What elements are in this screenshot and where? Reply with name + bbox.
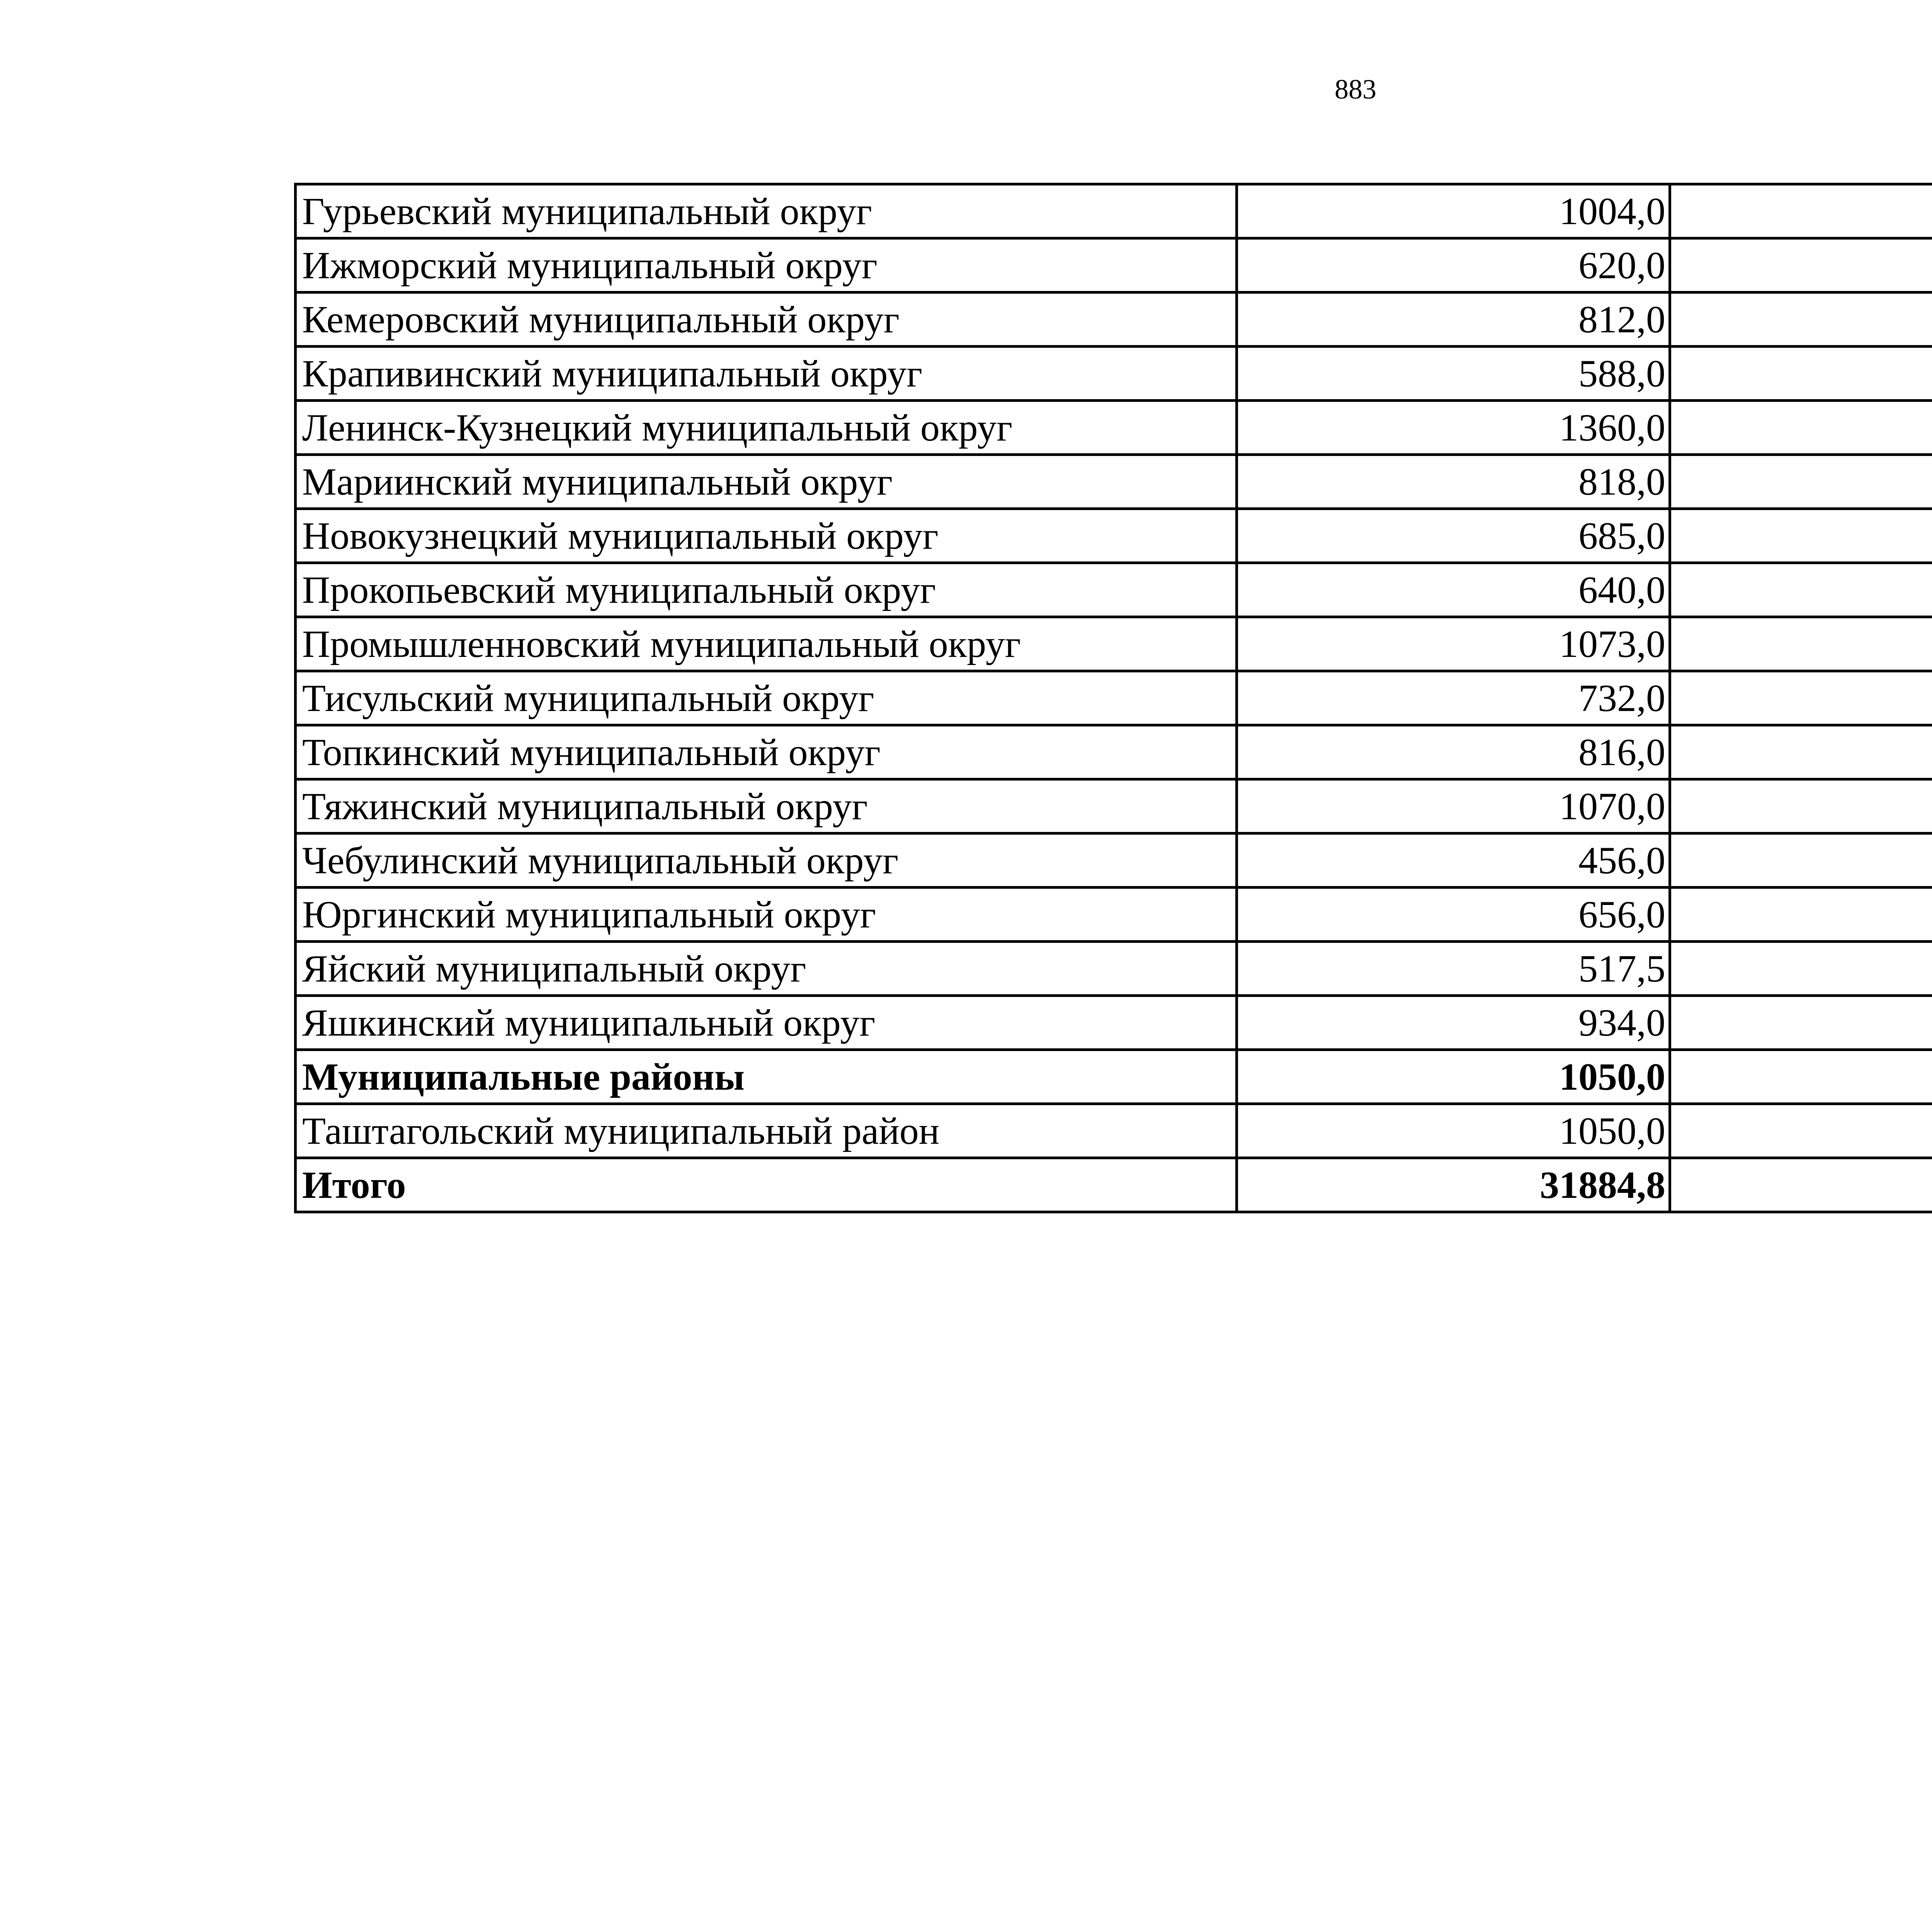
value-cell-2	[1670, 1050, 1932, 1104]
value-cell-2	[1670, 401, 1932, 455]
value-cell-1: 1070,0	[1237, 779, 1670, 833]
value-cell-2	[1670, 509, 1932, 563]
municipality-name-cell: Яшкинский муниципальный округ	[296, 996, 1237, 1050]
value-cell-2	[1670, 238, 1932, 293]
value-cell-2	[1670, 293, 1932, 347]
value-cell-2	[1670, 779, 1932, 833]
value-cell-2	[1670, 617, 1932, 671]
municipality-name-cell: Ленинск-Кузнецкий муниципальный округ	[296, 401, 1237, 455]
table-row	[296, 347, 1932, 401]
value-cell-1: 1050,0	[1237, 1104, 1670, 1158]
municipality-name-cell: Гурьевский муниципальный округ	[296, 184, 1237, 238]
value-cell-1: 1073,0	[1237, 617, 1670, 671]
budget-table	[294, 183, 1932, 1213]
municipality-name-cell: Тисульский муниципальный округ	[296, 671, 1237, 725]
value-cell-2	[1670, 833, 1932, 888]
table-row	[296, 833, 1932, 888]
value-cell-2	[1670, 1158, 1932, 1212]
value-cell-1: 31884,8	[1237, 1158, 1670, 1212]
municipality-name-cell: Таштагольский муниципальный район	[296, 1104, 1237, 1158]
municipality-name-cell: Новокузнецкий муниципальный округ	[296, 509, 1237, 563]
table-row	[296, 996, 1932, 1050]
value-cell-1: 816,0	[1237, 725, 1670, 779]
table-row	[296, 455, 1932, 509]
value-cell-2	[1670, 184, 1932, 238]
value-cell-2	[1670, 455, 1932, 509]
value-cell-2	[1670, 671, 1932, 725]
value-cell-1: 656,0	[1237, 888, 1670, 942]
table-row	[296, 888, 1932, 942]
value-cell-1: 934,0	[1237, 996, 1670, 1050]
table-row	[296, 779, 1932, 833]
municipality-name-cell: Прокопьевский муниципальный округ	[296, 563, 1237, 617]
value-cell-2	[1670, 942, 1932, 996]
table-row-subtotal	[296, 1050, 1932, 1104]
value-cell-1: 685,0	[1237, 509, 1670, 563]
value-cell-1: 818,0	[1237, 455, 1670, 509]
municipality-name-cell: Топкинский муниципальный округ	[296, 725, 1237, 779]
value-cell-2	[1670, 1104, 1932, 1158]
value-cell-1: 1360,0	[1237, 401, 1670, 455]
municipality-name-cell: Юргинский муниципальный округ	[296, 888, 1237, 942]
value-cell-2	[1670, 725, 1932, 779]
municipality-name-cell: Чебулинский муниципальный округ	[296, 833, 1237, 888]
value-cell-1: 620,0	[1237, 238, 1670, 293]
value-cell-2	[1670, 888, 1932, 942]
municipality-name-cell: Яйский муниципальный округ	[296, 942, 1237, 996]
table-row	[296, 293, 1932, 347]
table-row	[296, 238, 1932, 293]
value-cell-2	[1670, 563, 1932, 617]
table-row	[296, 617, 1932, 671]
value-cell-2	[1670, 347, 1932, 401]
table-row-subtotal	[296, 1158, 1932, 1212]
value-cell-1: 456,0	[1237, 833, 1670, 888]
table-row	[296, 401, 1932, 455]
table-row	[296, 942, 1932, 996]
value-cell-1: 517,5	[1237, 942, 1670, 996]
table-row	[296, 184, 1932, 238]
municipality-name-cell: Ижморский муниципальный округ	[296, 238, 1237, 293]
value-cell-1: 1050,0	[1237, 1050, 1670, 1104]
value-cell-1: 640,0	[1237, 563, 1670, 617]
value-cell-1: 812,0	[1237, 293, 1670, 347]
municipality-name-cell: Тяжинский муниципальный округ	[296, 779, 1237, 833]
table-body	[296, 184, 1932, 1212]
municipality-name-cell: Крапивинский муниципальный округ	[296, 347, 1237, 401]
page-number: 883	[1335, 74, 1376, 105]
value-cell-2	[1670, 996, 1932, 1050]
municipality-name-cell: Кемеровский муниципальный округ	[296, 293, 1237, 347]
value-cell-1: 732,0	[1237, 671, 1670, 725]
table-row	[296, 509, 1932, 563]
table-row	[296, 1104, 1932, 1158]
table-row	[296, 563, 1932, 617]
table-row	[296, 725, 1932, 779]
municipality-name-cell: Промышленновский муниципальный округ	[296, 617, 1237, 671]
value-cell-1: 588,0	[1237, 347, 1670, 401]
value-cell-1: 1004,0	[1237, 184, 1670, 238]
table-row	[296, 671, 1932, 725]
municipality-name-cell: Итого	[296, 1158, 1237, 1212]
municipality-name-cell: Мариинский муниципальный округ	[296, 455, 1237, 509]
municipality-name-cell: Муниципальные районы	[296, 1050, 1237, 1104]
